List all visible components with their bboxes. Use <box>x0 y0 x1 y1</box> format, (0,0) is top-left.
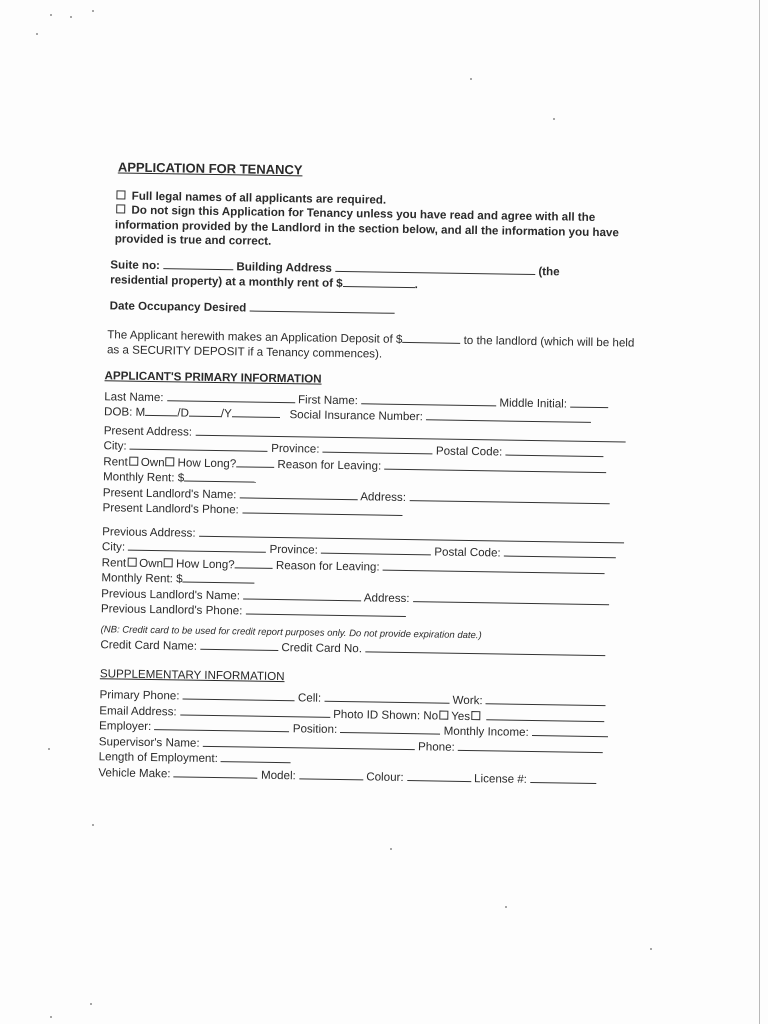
how-long-field[interactable] <box>236 456 274 468</box>
work-field[interactable] <box>486 693 606 706</box>
scan-speck <box>90 1003 92 1005</box>
credit-card-name-label: Credit Card Name: <box>100 638 198 653</box>
monthly-income-label: Monthly Income: <box>443 724 529 739</box>
province-field[interactable] <box>323 442 433 455</box>
prev-rent-checkbox[interactable] <box>127 557 136 566</box>
landlord-phone-field[interactable] <box>242 502 402 516</box>
prev-monthly-rent-field[interactable] <box>183 572 255 584</box>
instruction-text: Full legal names of all applicants are required. <box>131 189 387 207</box>
prev-postal-code-field[interactable] <box>504 546 616 559</box>
employment-length-field[interactable] <box>221 751 291 763</box>
landlord-name-label: Present Landlord's Name: <box>102 485 237 501</box>
prev-landlord-address-label: Address: <box>363 590 410 605</box>
employment-length-label: Length of Employment: <box>98 750 218 766</box>
building-address-label: Building Address <box>236 259 333 275</box>
vehicle-colour-field[interactable] <box>407 770 471 782</box>
reason-field[interactable] <box>384 458 606 472</box>
prev-province-label: Province: <box>269 542 318 557</box>
city-label: City: <box>103 439 127 453</box>
prev-landlord-phone-label: Previous Landlord's Phone: <box>100 602 243 618</box>
primary-phone-field[interactable] <box>183 689 295 702</box>
page-edge <box>759 0 760 1024</box>
sin-field[interactable] <box>426 409 591 423</box>
scan-speck <box>36 33 38 35</box>
instructions <box>115 189 650 255</box>
photo-id-yes-checkbox[interactable] <box>471 711 480 720</box>
prev-landlord-address-field[interactable] <box>413 591 609 605</box>
city-field[interactable] <box>130 439 268 452</box>
checkbox-icon <box>116 190 125 199</box>
deposit-text-2: to the landlord (which will be held as a SECURITY DEPOSIT if a Tenancy commences). <box>106 333 635 361</box>
prev-postal-code-label: Postal Code: <box>434 545 501 560</box>
credit-card-name-field[interactable] <box>200 639 278 651</box>
suite-label: Suite no: <box>110 257 161 272</box>
vehicle-make-label: Vehicle Make: <box>98 765 171 780</box>
scan-speck <box>48 748 50 750</box>
landlord-name-field[interactable] <box>240 487 358 500</box>
supplementary-section <box>98 667 642 789</box>
credit-card-note: (NB: Credit card to be used for credit report purposes only. Do not provide expiration date.) <box>100 623 482 641</box>
suite-field[interactable] <box>163 258 233 270</box>
prev-how-long-label: How Long? <box>175 556 235 571</box>
prev-rent-label: Rent <box>101 555 127 570</box>
credit-card-number-field[interactable] <box>365 641 605 656</box>
occupancy-row <box>110 298 648 322</box>
scan-speck <box>505 906 507 908</box>
primary-section <box>100 369 646 661</box>
prev-province-field[interactable] <box>321 543 431 556</box>
sin-label: Social Insurance Number: <box>289 408 423 424</box>
monthly-income-field[interactable] <box>532 725 608 737</box>
first-name-field[interactable] <box>361 393 496 406</box>
last-name-label: Last Name: <box>104 389 164 404</box>
position-field[interactable] <box>340 722 440 735</box>
primary-phone-label: Primary Phone: <box>99 688 180 703</box>
reason-label: Reason for Leaving: <box>277 457 382 473</box>
cell-field[interactable] <box>324 691 449 704</box>
how-long-label: How Long? <box>177 455 237 470</box>
photo-id-label: Photo ID Shown: No <box>333 707 439 723</box>
work-label: Work: <box>452 693 483 708</box>
monthly-rent-field[interactable] <box>184 471 256 483</box>
occupancy-label: Date Occupancy Desired <box>109 298 247 314</box>
monthly-rent-label: Monthly Rent: $ <box>102 470 185 485</box>
deposit-amount-field[interactable] <box>402 332 460 344</box>
license-label: License #: <box>474 771 528 786</box>
first-name-label: First Name: <box>297 392 359 407</box>
monthly-rent-label: residential property) at a monthly rent of $ <box>110 273 343 290</box>
form-title: APPLICATION FOR TENANCY <box>117 159 303 178</box>
province-label: Province: <box>271 441 320 456</box>
checkbox-icon <box>116 204 125 213</box>
photo-id-yes-label: Yes <box>451 709 471 723</box>
dob-day-field[interactable] <box>189 406 221 418</box>
supervisor-phone-label: Phone: <box>417 739 455 754</box>
scan-speck <box>50 1016 52 1018</box>
monthly-rent-field[interactable] <box>343 276 415 288</box>
supplementary-heading: SUPPLEMENTARY INFORMATION <box>99 666 285 683</box>
photo-id-field[interactable] <box>486 709 604 722</box>
instruction-item <box>115 203 650 255</box>
previous-address-label: Previous Address: <box>102 524 196 540</box>
license-field[interactable] <box>530 771 596 783</box>
scan-speck <box>470 78 472 80</box>
photo-id-no-checkbox[interactable] <box>439 710 448 719</box>
supervisor-phone-field[interactable] <box>458 739 603 752</box>
landlord-address-field[interactable] <box>409 490 609 504</box>
supervisor-label: Supervisor's Name: <box>98 734 200 750</box>
dob-day-label: /D <box>177 406 189 420</box>
previous-address-field[interactable] <box>199 525 624 543</box>
landlord-address-label: Address: <box>360 489 407 504</box>
occupancy-date-field[interactable] <box>249 300 394 313</box>
scan-speck <box>390 848 392 850</box>
scan-speck <box>92 824 94 826</box>
prev-monthly-rent-label: Monthly Rent: $ <box>101 571 183 586</box>
prev-reason-field[interactable] <box>383 559 605 573</box>
rent-checkbox[interactable] <box>129 456 138 465</box>
dob-month-label: DOB: M <box>103 405 146 419</box>
instruction-text: Do not sign this Application for Tenancy unless you have read and agree with all the information provided by the Landlord in the section below, and all the information you have provided is true and correct. <box>114 203 619 248</box>
position-label: Position: <box>292 722 338 736</box>
own-label: Own <box>140 455 165 469</box>
vehicle-model-field[interactable] <box>299 768 363 780</box>
period: . <box>414 278 418 292</box>
supervisor-field[interactable] <box>203 735 415 749</box>
scan-speck <box>92 10 94 12</box>
prev-how-long-field[interactable] <box>235 557 273 569</box>
prev-landlord-name-label: Previous Landlord's Name: <box>101 586 241 602</box>
prev-own-label: Own <box>139 556 164 570</box>
postal-code-field[interactable] <box>505 445 603 458</box>
scan-speck <box>50 14 52 16</box>
present-address-label: Present Address: <box>103 423 193 439</box>
postal-code-label: Postal Code: <box>435 444 503 459</box>
dob-month-field[interactable] <box>145 405 177 417</box>
prev-city-field[interactable] <box>128 540 266 553</box>
employer-label: Employer: <box>99 719 152 734</box>
dob-year-field[interactable] <box>232 406 280 418</box>
scan-speck <box>650 948 652 950</box>
email-label: Email Address: <box>99 703 177 718</box>
deposit-section <box>107 327 647 365</box>
vehicle-model-label: Model: <box>260 768 296 782</box>
deposit-text: The Applicant herewith makes an Application Deposit of $ <box>107 328 403 346</box>
scan-speck <box>70 16 72 18</box>
email-field[interactable] <box>180 704 330 717</box>
vehicle-colour-label: Colour: <box>366 769 404 784</box>
last-name-field[interactable] <box>167 390 295 403</box>
middle-initial-label: Middle Initial: <box>499 395 568 411</box>
vehicle-make-field[interactable] <box>174 766 258 778</box>
building-address-field[interactable] <box>335 260 535 274</box>
rent-label: Rent <box>103 454 128 469</box>
scan-speck <box>553 118 555 120</box>
middle-initial-field[interactable] <box>570 396 608 408</box>
credit-card-number-label: Credit Card No. <box>281 641 363 656</box>
prev-reason-label: Reason for Leaving: <box>275 558 380 574</box>
own-checkbox[interactable] <box>166 457 175 466</box>
prev-city-label: City: <box>101 540 126 554</box>
prev-landlord-phone-field[interactable] <box>246 604 406 618</box>
landlord-phone-label: Present Landlord's Phone: <box>102 501 239 517</box>
cell-label: Cell: <box>297 691 322 705</box>
prev-own-checkbox[interactable] <box>164 558 173 567</box>
tenancy-form <box>80 160 650 789</box>
the-label: (the <box>538 264 560 278</box>
dob-year-label: /Y <box>220 407 232 421</box>
employer-field[interactable] <box>154 719 289 732</box>
prev-landlord-name-field[interactable] <box>243 588 361 601</box>
suite-section <box>110 257 648 296</box>
primary-heading: APPLICANT'S PRIMARY INFORMATION <box>104 369 322 386</box>
